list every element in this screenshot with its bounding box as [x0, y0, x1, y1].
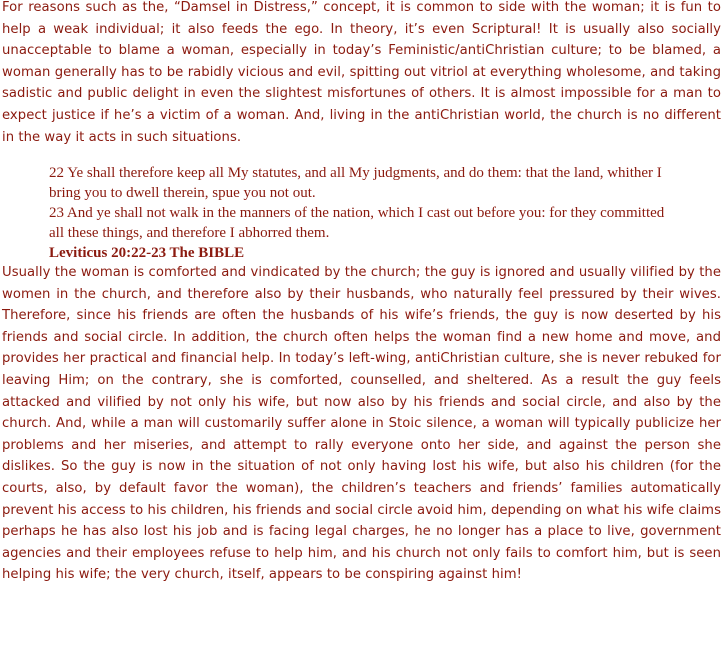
body-paragraph: Usually the woman is comforted and vindicated by the church; the guy is ignored and usually vilified by the women in the church, and therefore also by their husbands, who naturally feel pressured by their wives. Therefore, since his friends are often the husbands of his wife’s friends, the guy is now deserted by his friends and social circle. In addition, the church often helps the woman find a new home and move, and provides her practical and financial help. In today’s left-wing, antiChristian culture, she is never rebuked for leaving Him; on the contrary, she is comforted, counselled, and sheltered. As a result the guy feels attacked and vilified by not only his wife, but now also by his friends and social circle, and also by the church. And, while a man will customarily suffer alone in Stoic silence, a woman will typically publicize her problems and her miseries, and attempt to rally everyone onto her side, and against the person she dislikes. So the guy is now in the situation of not only having lost his wife, but also his children (for the courts, also, by default favor the woman), the children’s teachers and friends’ families automatically prevent his access to his children, his friends and social circle avoid him, depending on what his wife claims perhaps he has also lost his job and is facing legal charges, he no longer has a place to live, government agencies and their employees refuse to help him, and his church not only fails to comfort him, but is seen helping his wife; the very church, itself, appears to be conspiring against him!: [2, 265, 721, 583]
verse-23: 23 And ye shall not walk in the manners of the nation, which I cast out before you: for they committed all these things, and therefore I abhorred them.: [49, 205, 665, 241]
scripture-citation: Leviticus 20:22-23 The BIBLE: [49, 245, 245, 261]
intro-paragraph: For reasons such as the, “Damsel in Distress,” concept, it is common to side with the woman; it is fun to help a weak individual; it also feeds the ego. In theory, it’s even Scriptural! It is usually also socially unacceptable to blame a woman, especially in today’s Feministic/antiChristian culture; to be blamed, a woman generally has to be rabidly vicious and evil, spitting out vitriol at everything wholesome, and taking sadistic and public delight in even the slightest misfortunes of others. It is almost impossible for a man to expect justice if he’s a victim of a woman. And, living in the antiChristian world, the church is no different in the way it acts in such situations.: [2, 0, 721, 145]
verse-22: 22 Ye shall therefore keep all My statutes, and all My judgments, and do them: that the land, whither I bring you to dwell therein, spue you not out.: [49, 165, 662, 201]
scripture-quote: [49, 163, 669, 263]
